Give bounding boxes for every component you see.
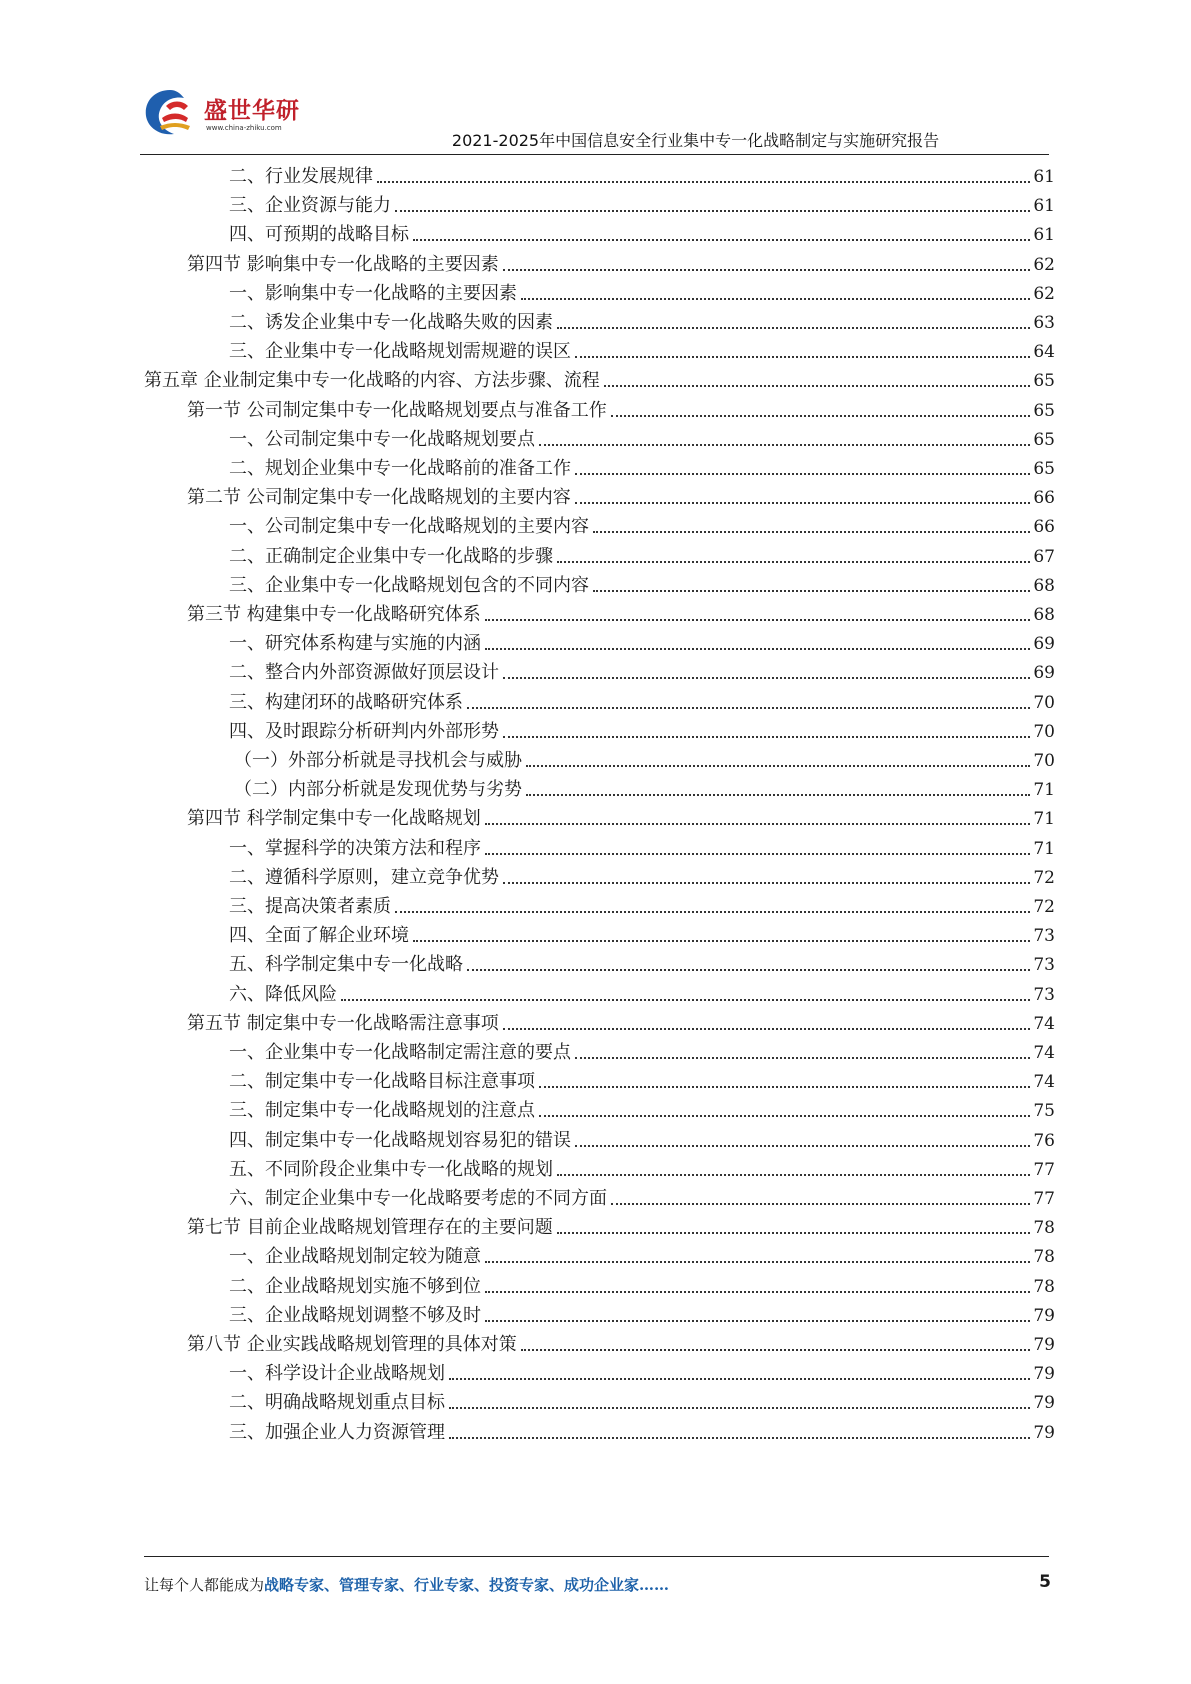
toc-entry-title: 三、加强企业人力资源管理 bbox=[229, 1421, 445, 1443]
toc-dot-leader bbox=[503, 736, 1030, 738]
toc-entry-title: 一、掌握科学的决策方法和程序 bbox=[229, 837, 481, 859]
toc-entry-title: 一、影响集中专一化战略的主要因素 bbox=[229, 282, 517, 304]
toc-entry-title: 三、企业资源与能力 bbox=[229, 195, 391, 217]
toc-entry-page: 61 bbox=[1033, 167, 1055, 187]
toc-dot-leader bbox=[557, 1174, 1030, 1176]
toc-entry-page: 71 bbox=[1033, 838, 1055, 859]
toc-dot-leader bbox=[503, 1028, 1031, 1030]
toc-entry-title: 一、企业集中专一化战略制定需注意的要点 bbox=[229, 1042, 571, 1063]
toc-dot-leader bbox=[526, 794, 1030, 796]
toc-entry-title: 第五节 制定集中专一化战略需注意事项 bbox=[187, 1012, 499, 1034]
toc-entry-title: 二、明确战略规划重点目标 bbox=[229, 1392, 445, 1414]
toc-entry-title: 第七节 目前企业战略规划管理存在的主要问题 bbox=[187, 1217, 553, 1239]
toc-entry-page: 62 bbox=[1033, 283, 1055, 304]
toc-entry[interactable] bbox=[229, 713, 1055, 743]
toc-dot-leader bbox=[377, 181, 1030, 183]
toc-entry-page: 79 bbox=[1033, 1422, 1055, 1443]
toc-entry[interactable] bbox=[229, 1384, 1055, 1414]
report-title: 2021-2025年中国信息安全行业集中专一化战略制定与实施研究报告 bbox=[451, 131, 940, 150]
toc-entry[interactable] bbox=[229, 859, 1055, 889]
toc-entry-page: 70 bbox=[1033, 692, 1055, 713]
toc-entry[interactable] bbox=[187, 1326, 1055, 1356]
toc-entry[interactable] bbox=[229, 1122, 1055, 1152]
toc-dot-leader bbox=[539, 444, 1030, 446]
toc-dot-leader bbox=[485, 823, 1031, 825]
toc-entry-page: 71 bbox=[1033, 780, 1055, 801]
toc-entry-page: 66 bbox=[1033, 517, 1055, 538]
toc-dot-leader bbox=[413, 239, 1030, 241]
toc-entry-title: 二、诱发企业集中专一化战略失败的因素 bbox=[229, 312, 553, 333]
toc-entry[interactable] bbox=[229, 654, 1055, 684]
toc-entry-title: 二、企业战略规划实施不够到位 bbox=[229, 1275, 481, 1297]
toc-entry-page: 68 bbox=[1033, 605, 1055, 625]
toc-entry[interactable] bbox=[229, 187, 1055, 217]
toc-entry-title: 三、构建闭环的战略研究体系 bbox=[229, 691, 463, 713]
toc-entry-page: 62 bbox=[1033, 254, 1055, 275]
toc-dot-leader bbox=[593, 590, 1030, 592]
toc-entry-page: 73 bbox=[1033, 926, 1055, 947]
toc-entry-page: 75 bbox=[1033, 1101, 1055, 1122]
toc-entry[interactable] bbox=[229, 1297, 1055, 1327]
toc-entry[interactable] bbox=[229, 684, 1055, 714]
toc-entry-page: 78 bbox=[1033, 1218, 1055, 1239]
toc-entry-page: 70 bbox=[1033, 751, 1055, 771]
toc-entry-title: 四、全面了解企业环境 bbox=[229, 925, 409, 947]
toc-entry-title: 第二节 公司制定集中专一化战略规划的主要内容 bbox=[187, 487, 571, 509]
toc-dot-leader bbox=[503, 269, 1031, 271]
toc-dot-leader bbox=[557, 1232, 1031, 1234]
toc-entry-page: 65 bbox=[1033, 459, 1055, 479]
toc-entry[interactable] bbox=[229, 450, 1055, 480]
toc-entry[interactable] bbox=[229, 275, 1055, 305]
toc-entry-title: 三、提高决策者素质 bbox=[229, 896, 391, 917]
toc-entry[interactable] bbox=[229, 830, 1055, 860]
toc-entry-page: 73 bbox=[1033, 955, 1055, 976]
toc-entry[interactable] bbox=[229, 1034, 1055, 1064]
toc-entry[interactable] bbox=[187, 479, 1055, 509]
toc-entry-page: 77 bbox=[1033, 1159, 1055, 1180]
toc-entry[interactable] bbox=[187, 1209, 1055, 1239]
toc-dot-leader bbox=[395, 210, 1030, 212]
toc-entry[interactable] bbox=[229, 625, 1055, 655]
toc-entry-title: 第一节 公司制定集中专一化战略规划要点与准备工作 bbox=[187, 399, 607, 421]
toc-dot-leader bbox=[521, 1349, 1031, 1351]
toc-entry-title: 第八节 企业实践战略规划管理的具体对策 bbox=[187, 1334, 517, 1355]
toc-entry-page: 74 bbox=[1033, 1013, 1055, 1034]
toc-entry-page: 78 bbox=[1033, 1276, 1055, 1297]
toc-dot-leader bbox=[539, 1115, 1030, 1117]
toc-entry-page: 61 bbox=[1033, 225, 1055, 246]
toc-dot-leader bbox=[575, 502, 1031, 504]
toc-entry-title: 二、规划企业集中专一化战略前的准备工作 bbox=[229, 458, 571, 479]
toc-dot-leader bbox=[557, 327, 1030, 329]
logo-name: 盛世华研 bbox=[204, 98, 300, 124]
toc-dot-leader bbox=[449, 1437, 1030, 1439]
toc-dot-leader bbox=[575, 473, 1030, 475]
toc-entry-title: 一、公司制定集中专一化战略规划的主要内容 bbox=[229, 516, 589, 538]
toc-entry-title: 二、正确制定企业集中专一化战略的步骤 bbox=[229, 545, 553, 567]
toc-entry[interactable] bbox=[229, 216, 1055, 246]
toc-entry[interactable] bbox=[187, 246, 1055, 276]
toc-entry-title: 六、降低风险 bbox=[229, 983, 337, 1005]
toc-dot-leader bbox=[395, 911, 1030, 913]
toc-entry[interactable] bbox=[229, 421, 1055, 451]
toc-dot-leader bbox=[485, 1291, 1030, 1293]
toc-dot-leader bbox=[575, 356, 1030, 358]
toc-dot-leader bbox=[575, 1145, 1030, 1147]
toc-entry-title: 四、制定集中专一化战略规划容易犯的错误 bbox=[229, 1129, 571, 1151]
toc-entry[interactable] bbox=[187, 392, 1055, 422]
toc-dot-leader bbox=[611, 1203, 1030, 1205]
toc-entry[interactable] bbox=[229, 888, 1055, 918]
toc-entry-page: 71 bbox=[1033, 809, 1055, 830]
toc-entry-title: 三、制定集中专一化战略规划的注意点 bbox=[229, 1100, 535, 1122]
toc-entry-page: 72 bbox=[1033, 867, 1055, 888]
toc-dot-leader bbox=[539, 1086, 1030, 1088]
toc-entry-title: 一、企业战略规划制定较为随意 bbox=[229, 1246, 481, 1268]
page-number: 5 bbox=[1039, 1572, 1051, 1592]
toc-entry-title: 一、科学设计企业战略规划 bbox=[229, 1363, 445, 1385]
toc-entry-page: 74 bbox=[1033, 1072, 1055, 1093]
toc-dot-leader bbox=[604, 385, 1031, 387]
toc-entry-title: 五、不同阶段企业集中专一化战略的规划 bbox=[229, 1158, 553, 1180]
toc-entry-title: 三、企业集中专一化战略规划需规避的误区 bbox=[229, 341, 571, 363]
toc-dot-leader bbox=[413, 940, 1030, 942]
header-divider bbox=[140, 154, 1049, 155]
toc-entry-title: 三、企业战略规划调整不够及时 bbox=[229, 1304, 481, 1326]
toc-entry-page: 79 bbox=[1033, 1393, 1055, 1414]
toc-entry-page: 70 bbox=[1033, 721, 1055, 742]
toc-entry-page: 79 bbox=[1033, 1364, 1055, 1385]
toc-entry-title: 第四节 科学制定集中专一化战略规划 bbox=[187, 808, 481, 830]
toc-entry-title: 二、行业发展规律 bbox=[229, 166, 373, 187]
toc-entry[interactable] bbox=[229, 333, 1055, 363]
toc-dot-leader bbox=[449, 1407, 1030, 1409]
toc-entry-title: 第三节 构建集中专一化战略研究体系 bbox=[187, 604, 481, 625]
toc-entry-page: 72 bbox=[1033, 897, 1055, 917]
toc-entry-title: 四、可预期的战略目标 bbox=[229, 224, 409, 246]
toc-entry[interactable] bbox=[229, 946, 1055, 976]
toc-entry-title: 六、制定企业集中专一化战略要考虑的不同方面 bbox=[229, 1188, 607, 1209]
toc-dot-leader bbox=[557, 561, 1030, 563]
logo-url: www.china-zhiku.com bbox=[206, 124, 282, 132]
toc-entry-page: 61 bbox=[1033, 196, 1055, 217]
footer-slogan-highlight: 战略专家、管理专家、行业专家、投资专家、成功企业家…… bbox=[264, 1576, 670, 1594]
toc-entry[interactable] bbox=[229, 1414, 1055, 1444]
toc-dot-leader bbox=[485, 619, 1031, 621]
toc-entry-page: 65 bbox=[1033, 400, 1055, 421]
toc-dot-leader bbox=[575, 1057, 1030, 1059]
toc-dot-leader bbox=[526, 765, 1030, 767]
toc-dot-leader bbox=[485, 853, 1030, 855]
toc-entry-page: 77 bbox=[1033, 1189, 1055, 1209]
toc-entry[interactable] bbox=[229, 1268, 1055, 1298]
toc-entry-title: 五、科学制定集中专一化战略 bbox=[229, 954, 463, 976]
toc-entry-title: 二、整合内外部资源做好顶层设计 bbox=[229, 662, 499, 684]
toc-entry[interactable] bbox=[229, 1180, 1055, 1210]
toc-entry-title: 一、研究体系构建与实施的内涵 bbox=[229, 633, 481, 655]
toc-entry[interactable] bbox=[229, 917, 1055, 947]
toc-entry-title: 二、遵循科学原则，建立竞争优势 bbox=[229, 866, 499, 888]
toc-dot-leader bbox=[521, 298, 1030, 300]
footer-divider bbox=[144, 1556, 1049, 1557]
toc-entry-page: 65 bbox=[1033, 371, 1055, 392]
toc-dot-leader bbox=[503, 677, 1030, 679]
toc-dot-leader bbox=[467, 707, 1030, 709]
toc-entry[interactable] bbox=[229, 976, 1055, 1006]
toc-entry[interactable] bbox=[229, 567, 1055, 597]
toc-entry-page: 69 bbox=[1033, 663, 1055, 684]
toc-entry[interactable] bbox=[234, 742, 1055, 772]
toc-entry-page: 79 bbox=[1033, 1305, 1055, 1326]
toc-entry[interactable] bbox=[229, 158, 1055, 188]
footer-slogan-lead: 让每个人都能成为 bbox=[144, 1576, 265, 1594]
toc-dot-leader bbox=[485, 1320, 1030, 1322]
toc-entry-title: （二）内部分析就是发现优势与劣势 bbox=[234, 779, 522, 801]
toc-dot-leader bbox=[485, 1261, 1030, 1263]
toc-entry-title: 四、及时跟踪分析研判内外部形势 bbox=[229, 720, 499, 742]
logo-emblem-icon bbox=[140, 84, 204, 140]
toc-entry[interactable] bbox=[144, 362, 1055, 392]
toc-entry-title: 第五章 企业制定集中专一化战略的内容、方法步骤、流程 bbox=[144, 370, 600, 392]
toc-entry[interactable] bbox=[229, 1063, 1055, 1093]
toc-entry-page: 63 bbox=[1033, 313, 1055, 333]
toc-entry-page: 76 bbox=[1033, 1130, 1055, 1151]
toc-entry-page: 74 bbox=[1033, 1043, 1055, 1063]
toc-entry-title: （一）外部分析就是寻找机会与威胁 bbox=[234, 750, 522, 771]
toc-entry[interactable] bbox=[229, 1151, 1055, 1181]
toc-entry-page: 68 bbox=[1033, 575, 1055, 596]
toc-dot-leader bbox=[503, 882, 1030, 884]
toc-dot-leader bbox=[467, 969, 1030, 971]
toc-entry-page: 73 bbox=[1033, 984, 1055, 1005]
toc-dot-leader bbox=[449, 1378, 1030, 1380]
toc-entry-page: 65 bbox=[1033, 429, 1055, 450]
footer-slogan bbox=[144, 1574, 669, 1595]
toc-entry-title: 一、公司制定集中专一化战略规划要点 bbox=[229, 428, 535, 450]
toc-entry-page: 78 bbox=[1033, 1247, 1055, 1268]
toc-entry-page: 69 bbox=[1033, 634, 1055, 655]
toc-entry[interactable] bbox=[229, 304, 1055, 334]
toc-entry-title: 三、企业集中专一化战略规划包含的不同内容 bbox=[229, 574, 589, 596]
toc-entry-title: 第四节 影响集中专一化战略的主要因素 bbox=[187, 253, 499, 275]
toc-entry[interactable] bbox=[187, 800, 1055, 830]
company-logo bbox=[140, 84, 320, 148]
toc-entry-page: 64 bbox=[1033, 342, 1055, 363]
toc-entry-page: 67 bbox=[1033, 546, 1055, 567]
toc-entry-title: 二、制定集中专一化战略目标注意事项 bbox=[229, 1071, 535, 1093]
toc-entry[interactable] bbox=[229, 538, 1055, 568]
toc-dot-leader bbox=[611, 415, 1031, 417]
toc-entry[interactable] bbox=[229, 1355, 1055, 1385]
toc-entry-page: 66 bbox=[1033, 488, 1055, 509]
toc-dot-leader bbox=[593, 531, 1030, 533]
toc-entry[interactable] bbox=[229, 1238, 1055, 1268]
toc-entry[interactable] bbox=[229, 508, 1055, 538]
toc-dot-leader bbox=[341, 999, 1030, 1001]
toc-entry[interactable] bbox=[229, 1092, 1055, 1122]
toc-entry[interactable] bbox=[234, 771, 1055, 801]
toc-entry[interactable] bbox=[187, 1005, 1055, 1035]
toc-dot-leader bbox=[485, 648, 1030, 650]
toc-entry-page: 79 bbox=[1033, 1335, 1055, 1355]
toc-entry[interactable] bbox=[187, 596, 1055, 626]
